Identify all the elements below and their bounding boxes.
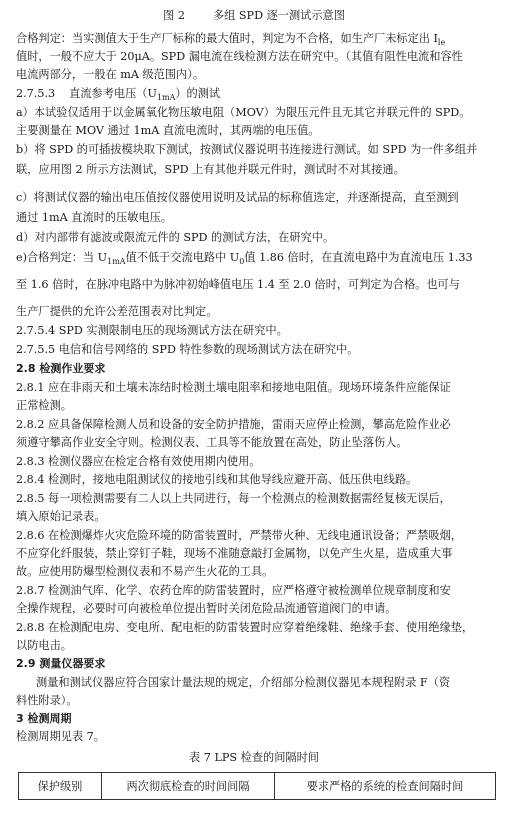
section-3-heading: 3 检测周期 bbox=[16, 712, 72, 725]
figure-caption bbox=[0, 8, 508, 24]
item-c-line: 通过 1mA 直流时的压敏电压。 bbox=[16, 211, 172, 224]
section-2-9-heading: 2.9 测量仪器要求 bbox=[16, 657, 106, 670]
section-2-7-5-4: 2.7.5.4 SPD 实测限制电压的现场测试方法在研究中。 bbox=[16, 324, 288, 337]
table-header-cell: 要求严格的系统的检查间隔时间 bbox=[275, 773, 496, 800]
section-2-8-heading: 2.8 检测作业要求 bbox=[16, 362, 106, 375]
section-2-8-5: 填入原始记录表。 bbox=[16, 510, 106, 523]
item-b-line: 联，应用图 2 所示方法测试，SPD 上有其他并联元件时，测试时不对其接通。 bbox=[16, 163, 405, 176]
item-d-line: d）对内部带有滤波或限流元件的 SPD 的测试方法，在研究中。 bbox=[16, 231, 335, 244]
table-header-cell: 两次彻底检查的时间间隔 bbox=[102, 773, 275, 800]
section-2-8-6: 2.8.6 在检测爆炸火灾危险环境的防雷装置时，严禁带火种、无线电通讯设备；严禁吸烟， bbox=[16, 529, 462, 542]
section-2-9-paragraph: 测量和测试仪器应符合国家计量法规的规定，介绍部分检测仪器见本规程附录 F（资 bbox=[36, 676, 451, 689]
item-e-line: 生产厂提供的允许公差范围表对比判定。 bbox=[16, 305, 218, 318]
paragraph-line: 值时，一般不应大于 20μA。SPD 漏电流在线检测方法在研究中。（其值有阻性电流和容性 bbox=[16, 50, 463, 63]
lps-interval-table bbox=[18, 772, 496, 800]
section-2-8-7: 全操作规程，必要时可向被检单位提出暂时关闭危险品流通管道阀门的申请。 bbox=[16, 602, 397, 615]
item-e-line: e)合格判定：当 $U_{1mA}$值不低于交流电路中 $U_0$值 1.86 倍时，在直流电路中为直流电压 1.33 bbox=[16, 251, 473, 267]
item-c-line: c）将测试仪器的输出电压值按仪器使用说明及试品的标称值选定，并逐渐提高，直至测到 bbox=[16, 191, 459, 204]
figure-title: 多组 SPD 逐一测试示意图 bbox=[212, 9, 345, 22]
item-e-line: 至 1.6 倍时，在脉冲电路中为脉冲初始峰值电压 1.4 至 2.0 倍时，可判定为合格。也可与 bbox=[16, 278, 460, 291]
section-2-8-3: 2.8.3 检测仪器应在检定合格有效使用期内使用。 bbox=[16, 455, 261, 468]
section-2-8-7: 2.8.7 检测油气库、化学、农药仓库的防雷装置时，应严格遵守被检测单位规章制度和安 bbox=[16, 584, 451, 597]
section-2-7-5-3-heading: 2.7.5.3 直流参考电压$(U_{1mA})$的测试 bbox=[16, 87, 221, 103]
section-2-8-6: 不应穿化纤服装，禁止穿钉子鞋，现场不准随意敲打金属物，以免产生火星，造成重大事 bbox=[16, 547, 453, 560]
section-2-9-paragraph: 料性附录）。 bbox=[16, 694, 78, 707]
paragraph-line: 电流两部分，一般在 mA 级范围内）。 bbox=[16, 68, 205, 81]
section-2-8-6: 故。应使用防爆型检测仪表和不易产生火花的工具。 bbox=[16, 565, 274, 578]
section-2-7-5-5: 2.7.5.5 电信和信号网络的 SPD 特性参数的现场测试方法在研究中。 bbox=[16, 343, 359, 356]
section-2-8-8: 以防电击。 bbox=[16, 639, 72, 652]
item-b-line: b）将 SPD 的可插拔模块取下测试，按测试仪器说明书连接进行测试。如 SPD 为一件多组并 bbox=[16, 143, 478, 156]
section-2-8-1: 正常检测。 bbox=[16, 399, 72, 412]
table-caption: 表 7 LPS 检查的间隔时间 bbox=[189, 751, 319, 764]
section-2-8-1: 2.8.1 应在非雨天和土壤未冻结时检测土壤电阻率和接地电阻值。现场环境条件应能保证 bbox=[16, 381, 451, 394]
item-a-line: 主要测量在 MOV 通过 1mA 直流电流时，其两端的电压值。 bbox=[16, 124, 320, 137]
table-header-row bbox=[19, 773, 496, 800]
section-2-8-4: 2.8.4 检测时，接地电阻测试仪的接地引线和其他导线应避开高、低压供电线路。 bbox=[16, 473, 418, 486]
section-3-paragraph: 检测周期见表 7。 bbox=[16, 730, 105, 743]
paragraph-line: 合格判定：当实测值大于生产厂标称的最大值时，判定为不合格，如生产厂未标定出 $I_{le}$ bbox=[16, 32, 446, 48]
table-header-cell: 保护级别 bbox=[19, 773, 102, 800]
section-2-8-2: 2.8.2 应具备保障检测人员和设备的安全防护措施，雷雨天应停止检测，攀高危险作业必 bbox=[16, 418, 451, 431]
figure-label: 图 2 bbox=[163, 9, 185, 22]
section-2-8-5: 2.8.5 每一项检测需要有二人以上共同进行，每一个检测点的检测数据需经复核无误后， bbox=[16, 492, 451, 505]
section-2-8-2: 须遵守攀高作业安全守则。检测仪表、工具等不能放置在高处，防止坠落伤人。 bbox=[16, 436, 408, 449]
item-a-line: a）本试验仅适用于以金属氧化物压敏电阻（MOV）为限压元件且无其它并联元件的 SPD。 bbox=[16, 106, 471, 119]
section-2-8-8: 2.8.8 在检测配电房、变电所、配电柜的防雷装置时应穿着绝缘鞋、绝缘手套、使用绝缘垫， bbox=[16, 621, 474, 634]
